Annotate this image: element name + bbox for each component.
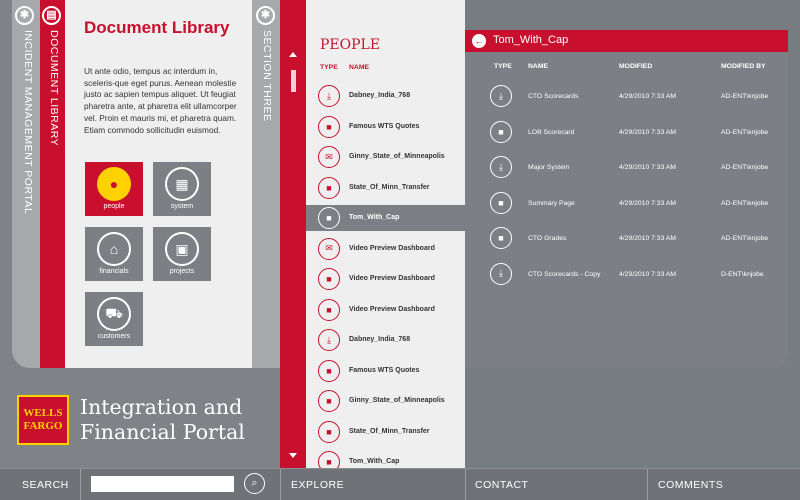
tile-label: projects (169, 268, 195, 275)
portal-title (80, 395, 245, 445)
list-item[interactable] (306, 449, 465, 468)
folder-icon: ■ (318, 421, 340, 443)
scroll-up-arrow-icon[interactable] (289, 52, 297, 57)
list-item[interactable] (306, 175, 465, 201)
cell-by: D-ENT\knjobe (721, 270, 764, 278)
list-item-name: Tom_With_Cap (349, 458, 400, 465)
scroll-down-arrow-icon[interactable] (289, 453, 297, 458)
comments-label: COMMENTS (658, 479, 724, 491)
table-row[interactable] (465, 190, 788, 218)
cell-by: AD-ENT\knjobe (721, 93, 769, 100)
list-item-name: Famous WTS Quotes (349, 122, 420, 130)
cell-by: AD-ENT\knjobe (721, 199, 769, 207)
cart-icon: ⛟ (97, 297, 131, 331)
cell-name: CTO Scorecards - Copy (528, 270, 601, 278)
tile-label: people (103, 203, 125, 210)
tile-label: financials (99, 268, 129, 275)
tab-document-library[interactable] (40, 0, 65, 368)
cell-name: LOB Scorecard (528, 128, 575, 136)
search-input[interactable] (91, 476, 234, 492)
tab-label: DOCUMENT LIBRARY (48, 30, 60, 147)
search-icon[interactable]: ⌕ (244, 473, 265, 494)
download-icon: ⤓ (318, 329, 340, 351)
folder-icon: ■ (490, 192, 512, 214)
search-section (0, 469, 80, 500)
cell-name: Summary Page (528, 199, 575, 207)
tile-customers[interactable] (85, 292, 143, 346)
list-item-name: Famous WTS Quotes (349, 366, 420, 374)
portal-title-line1: Integration and (80, 395, 243, 419)
list-item[interactable] (306, 388, 465, 414)
tile-people[interactable] (85, 162, 143, 216)
column-header-type: TYPE (320, 64, 338, 71)
detail-header (465, 30, 788, 52)
person-icon: ● (97, 167, 131, 201)
column-header-type: TYPE (494, 63, 512, 70)
folder-icon: ■ (318, 177, 340, 199)
cell-modified: 4/29/2010 7:33 AM (619, 93, 677, 100)
column-header-modified-by: MODIFIED BY (721, 63, 766, 70)
folder-icon: ■ (318, 360, 340, 382)
tab-label: SECTION THREE (261, 30, 273, 122)
mail-icon: ✉ (318, 146, 340, 168)
scroll-thumb[interactable] (291, 70, 296, 92)
tab-incident-management-portal[interactable] (12, 0, 40, 368)
column-header-modified: MODIFIED (619, 63, 653, 70)
cell-modified: 4/29/2010 7:33 AM (619, 235, 677, 242)
folder-icon: ■ (318, 299, 340, 321)
cell-modified: 4/29/2010 7:33 AM (619, 128, 677, 136)
list-item[interactable] (306, 114, 465, 140)
nav-explore[interactable] (280, 469, 465, 500)
search-field-section (80, 469, 280, 500)
list-item[interactable] (306, 358, 465, 384)
cell-name: CTO Grades (528, 235, 567, 242)
list-item[interactable] (306, 266, 465, 292)
network-icon: ▦ (165, 167, 199, 201)
table-row[interactable] (465, 154, 788, 182)
table-row[interactable] (465, 119, 788, 147)
list-item[interactable] (306, 297, 465, 323)
cell-name: CTO Scorecards (528, 93, 579, 100)
tile-label: system (170, 203, 194, 210)
nav-comments[interactable] (647, 469, 800, 500)
folder-icon: ■ (318, 451, 340, 468)
mail-icon: ✉ (318, 238, 340, 260)
nav-contact[interactable] (465, 469, 647, 500)
list-item[interactable] (306, 236, 465, 262)
section-title: PEOPLE (320, 37, 381, 53)
briefcase-icon: ▣ (165, 232, 199, 266)
bank-icon: ⌂ (97, 232, 131, 266)
folder-detail-panel (465, 30, 788, 368)
portal-title-line2: Financial Portal (80, 420, 245, 444)
download-icon: ⤓ (490, 263, 512, 285)
folder-icon: ■ (318, 207, 340, 229)
download-icon: ⤓ (490, 85, 512, 107)
list-item-name: State_Of_Minn_Transfer (349, 183, 430, 191)
table-row[interactable] (465, 83, 788, 111)
list-item-name: Video Preview Dashboard (349, 244, 435, 252)
page-description: Ut ante odio, tempus ac interdum in, sceleris-que eget purus. Aenean molestie justo ac sapien tempus aliquet. Ut feugiat pharetra ante, at pharetra elit ullamcorper vel. Proin et mauris mi, et pharetra quam. Etiam commodo sollicitudin euismod. (84, 66, 237, 135)
wells-fargo-logo: WELLS FARGO (17, 395, 69, 445)
cell-by: AD-ENT\knjobe (721, 235, 769, 242)
bottom-bar (0, 468, 800, 500)
list-item-name: Dabney_India_768 (349, 92, 411, 99)
tile-financials[interactable] (85, 227, 143, 281)
folder-icon: ■ (318, 390, 340, 412)
list-item-name: Dabney_India_768 (349, 336, 411, 343)
list-item[interactable] (306, 83, 465, 109)
document-library-panel (65, 0, 252, 368)
list-item[interactable] (306, 205, 465, 231)
list-item-name: Video Preview Dashboard (349, 305, 435, 313)
list-item[interactable] (306, 144, 465, 170)
document-icon: ▤ (42, 6, 61, 25)
cell-name: Major System (528, 164, 570, 171)
cell-modified: 4/29/2010 7:33 AM (619, 270, 677, 278)
list-item[interactable] (306, 419, 465, 445)
cell-modified: 4/29/2010 7:33 AM (619, 164, 677, 171)
cell-by: AD-ENT\knjobe (721, 128, 769, 136)
table-row[interactable] (465, 261, 788, 289)
page-title: Document Library (84, 18, 230, 37)
people-list-panel (306, 0, 465, 468)
download-icon: ⤓ (318, 85, 340, 107)
folder-icon: ■ (318, 268, 340, 290)
cell-modified: 4/29/2010 7:33 AM (619, 199, 677, 207)
detail-title: Tom_With_Cap (493, 34, 569, 46)
column-header-name: NAME (528, 63, 549, 70)
download-icon: ⤓ (490, 156, 512, 178)
column-header-name: NAME (349, 64, 370, 71)
list-item-name: Video Preview Dashboard (349, 275, 435, 282)
tile-label: customers (97, 333, 131, 340)
asterisk-icon: ✱ (256, 6, 275, 25)
list-item[interactable] (306, 327, 465, 353)
tile-projects[interactable] (153, 227, 211, 281)
tab-section-three[interactable] (252, 0, 280, 368)
list-item-name: State_Of_Minn_Transfer (349, 427, 430, 435)
folder-icon: ■ (318, 116, 340, 138)
folder-icon: ■ (490, 227, 512, 249)
table-row[interactable] (465, 225, 788, 253)
tab-label: INCIDENT MANAGEMENT PORTAL (22, 30, 34, 215)
search-label: SEARCH (22, 479, 69, 491)
back-arrow-icon[interactable]: ← (472, 34, 486, 48)
tile-system[interactable] (153, 162, 211, 216)
list-item-name: Tom_With_Cap (349, 214, 400, 221)
asterisk-icon: ✱ (15, 6, 34, 25)
contact-label: CONTACT (475, 479, 529, 491)
folder-icon: ■ (490, 121, 512, 143)
cell-by: AD-ENT\knjobe (721, 164, 769, 171)
list-item-name: Ginny_State_of_Minneapolis (349, 153, 445, 160)
explore-label: EXPLORE (291, 479, 345, 491)
list-item-name: Ginny_State_of_Minneapolis (349, 397, 445, 404)
